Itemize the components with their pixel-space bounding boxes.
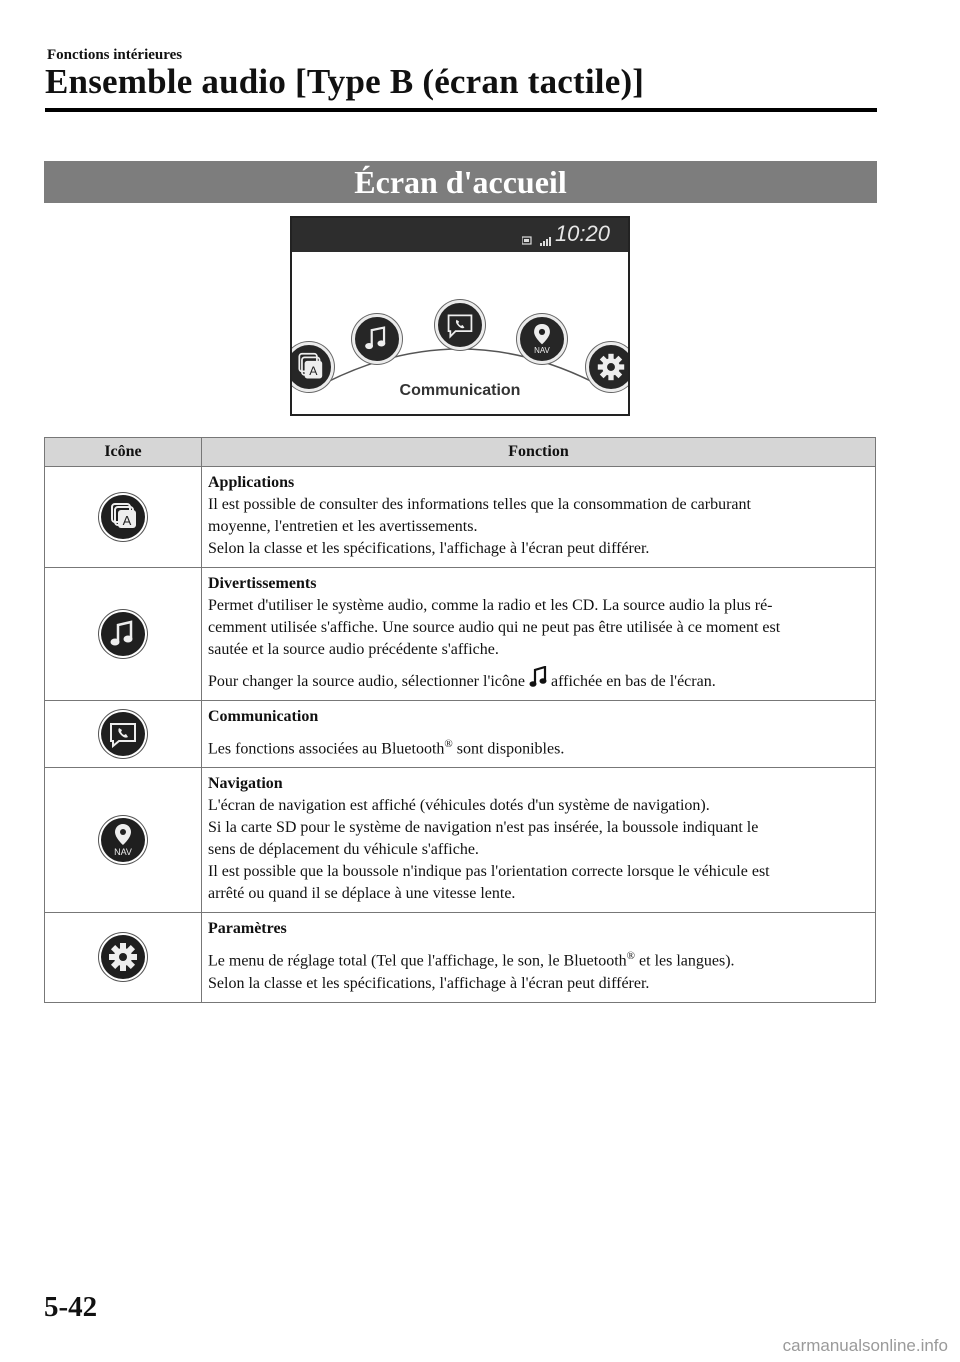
row-text: arrêté ou quand il se déplace à une vitesse lente.	[208, 885, 516, 903]
function-cell	[202, 701, 876, 768]
page-banner: Écran d'accueil	[44, 161, 877, 203]
page-number: 5-42	[44, 1291, 98, 1323]
note-after: affichée en bas de l'écran.	[550, 673, 716, 690]
nav-label: NAV	[534, 346, 550, 356]
icon-function-table	[44, 437, 876, 1003]
row-text: sautée et la source audio précédente s'affiche.	[208, 641, 499, 658]
row-text: Il est possible de consulter des informations telles que la consommation de carburant	[208, 496, 751, 513]
row-title: Divertissements	[208, 575, 317, 592]
navigation-icon	[520, 317, 564, 361]
communication-circle[interactable]	[435, 300, 485, 350]
navigation-circle[interactable]	[517, 314, 567, 364]
row-text: Permet d'utiliser le système audio, comme la radio et les CD. La source audio la plus ré-	[208, 597, 773, 614]
table-row	[45, 467, 876, 568]
row-text	[208, 945, 869, 972]
text-before: Le menu de réglage total (Tel que l'affichage, le son, le Bluetooth	[208, 952, 627, 970]
table-row	[45, 913, 876, 1002]
music-circle[interactable]	[352, 314, 402, 364]
registered-mark: ®	[444, 738, 453, 750]
row-text: Selon la classe et les spécifications, l'affichage à l'écran peut différer.	[208, 974, 650, 992]
row-text: cemment utilisée s'affiche. Une source audio qui ne peut pas être utilisée à ce moment est	[208, 619, 781, 636]
row-text	[208, 733, 869, 760]
header-function: Fonction	[202, 438, 876, 467]
gear-icon	[101, 935, 145, 979]
music-note-icon	[101, 612, 145, 656]
table-row	[45, 701, 876, 768]
section-title: Fonctions intérieures	[47, 47, 183, 63]
apps-letter: A	[309, 363, 318, 378]
row-text: L'écran de navigation est affiché (véhicules dotés d'un système de navigation).	[208, 797, 710, 815]
communication-icon	[438, 303, 482, 347]
chapter-title: Ensemble audio [Type B (écran tactile)]	[45, 62, 645, 101]
function-cell	[202, 913, 876, 1002]
row-text: Selon la classe et les spécifications, l'affichage à l'écran peut différer.	[208, 540, 650, 557]
icon-cell	[45, 467, 202, 568]
row-title: Communication	[208, 708, 319, 725]
clock: 10:20	[554, 221, 610, 246]
applications-icon	[101, 495, 145, 539]
icon-cell	[45, 913, 202, 1002]
text-after: et les langues).	[635, 952, 735, 970]
home-screen-illustration	[290, 216, 630, 416]
table-row	[45, 768, 876, 913]
watermark: carmanualsonline.info	[782, 1336, 948, 1355]
header-rule	[45, 108, 877, 112]
function-cell	[202, 568, 876, 701]
function-cell	[202, 768, 876, 913]
row-title: Paramètres	[208, 920, 287, 938]
icon-cell	[45, 701, 202, 768]
icon-cell	[45, 568, 202, 701]
row-title: Navigation	[208, 775, 283, 793]
icon-cell	[45, 768, 202, 913]
registered-mark: ®	[626, 950, 636, 963]
navigation-icon	[101, 818, 145, 862]
apps-letter: A	[122, 513, 132, 528]
note-before: Pour changer la source audio, sélectionner l'icône	[208, 673, 525, 690]
row-title: Applications	[208, 474, 295, 491]
table-header-row	[45, 438, 876, 467]
nav-label: NAV	[114, 847, 132, 858]
music-note-icon	[529, 666, 547, 688]
function-cell	[202, 467, 876, 568]
communication-icon	[101, 712, 145, 756]
row-text: sens de déplacement du véhicule s'affiche.	[208, 841, 479, 859]
music-note-icon	[355, 317, 399, 361]
row-note	[208, 666, 869, 693]
row-text: Il est possible que la boussole n'indique pas l'orientation correcte lorsque le véhicule est	[208, 863, 770, 881]
text-before: Les fonctions associées au Bluetooth	[208, 740, 445, 758]
header-icon: Icône	[45, 438, 202, 467]
table-row	[45, 568, 876, 701]
row-text: Si la carte SD pour le système de navigation n'est pas insérée, la boussole indiquant le	[208, 819, 759, 837]
text-after: sont disponibles.	[452, 740, 565, 758]
screen-label: Communication	[399, 382, 521, 399]
row-text: moyenne, l'entretien et les avertissements.	[208, 518, 478, 535]
